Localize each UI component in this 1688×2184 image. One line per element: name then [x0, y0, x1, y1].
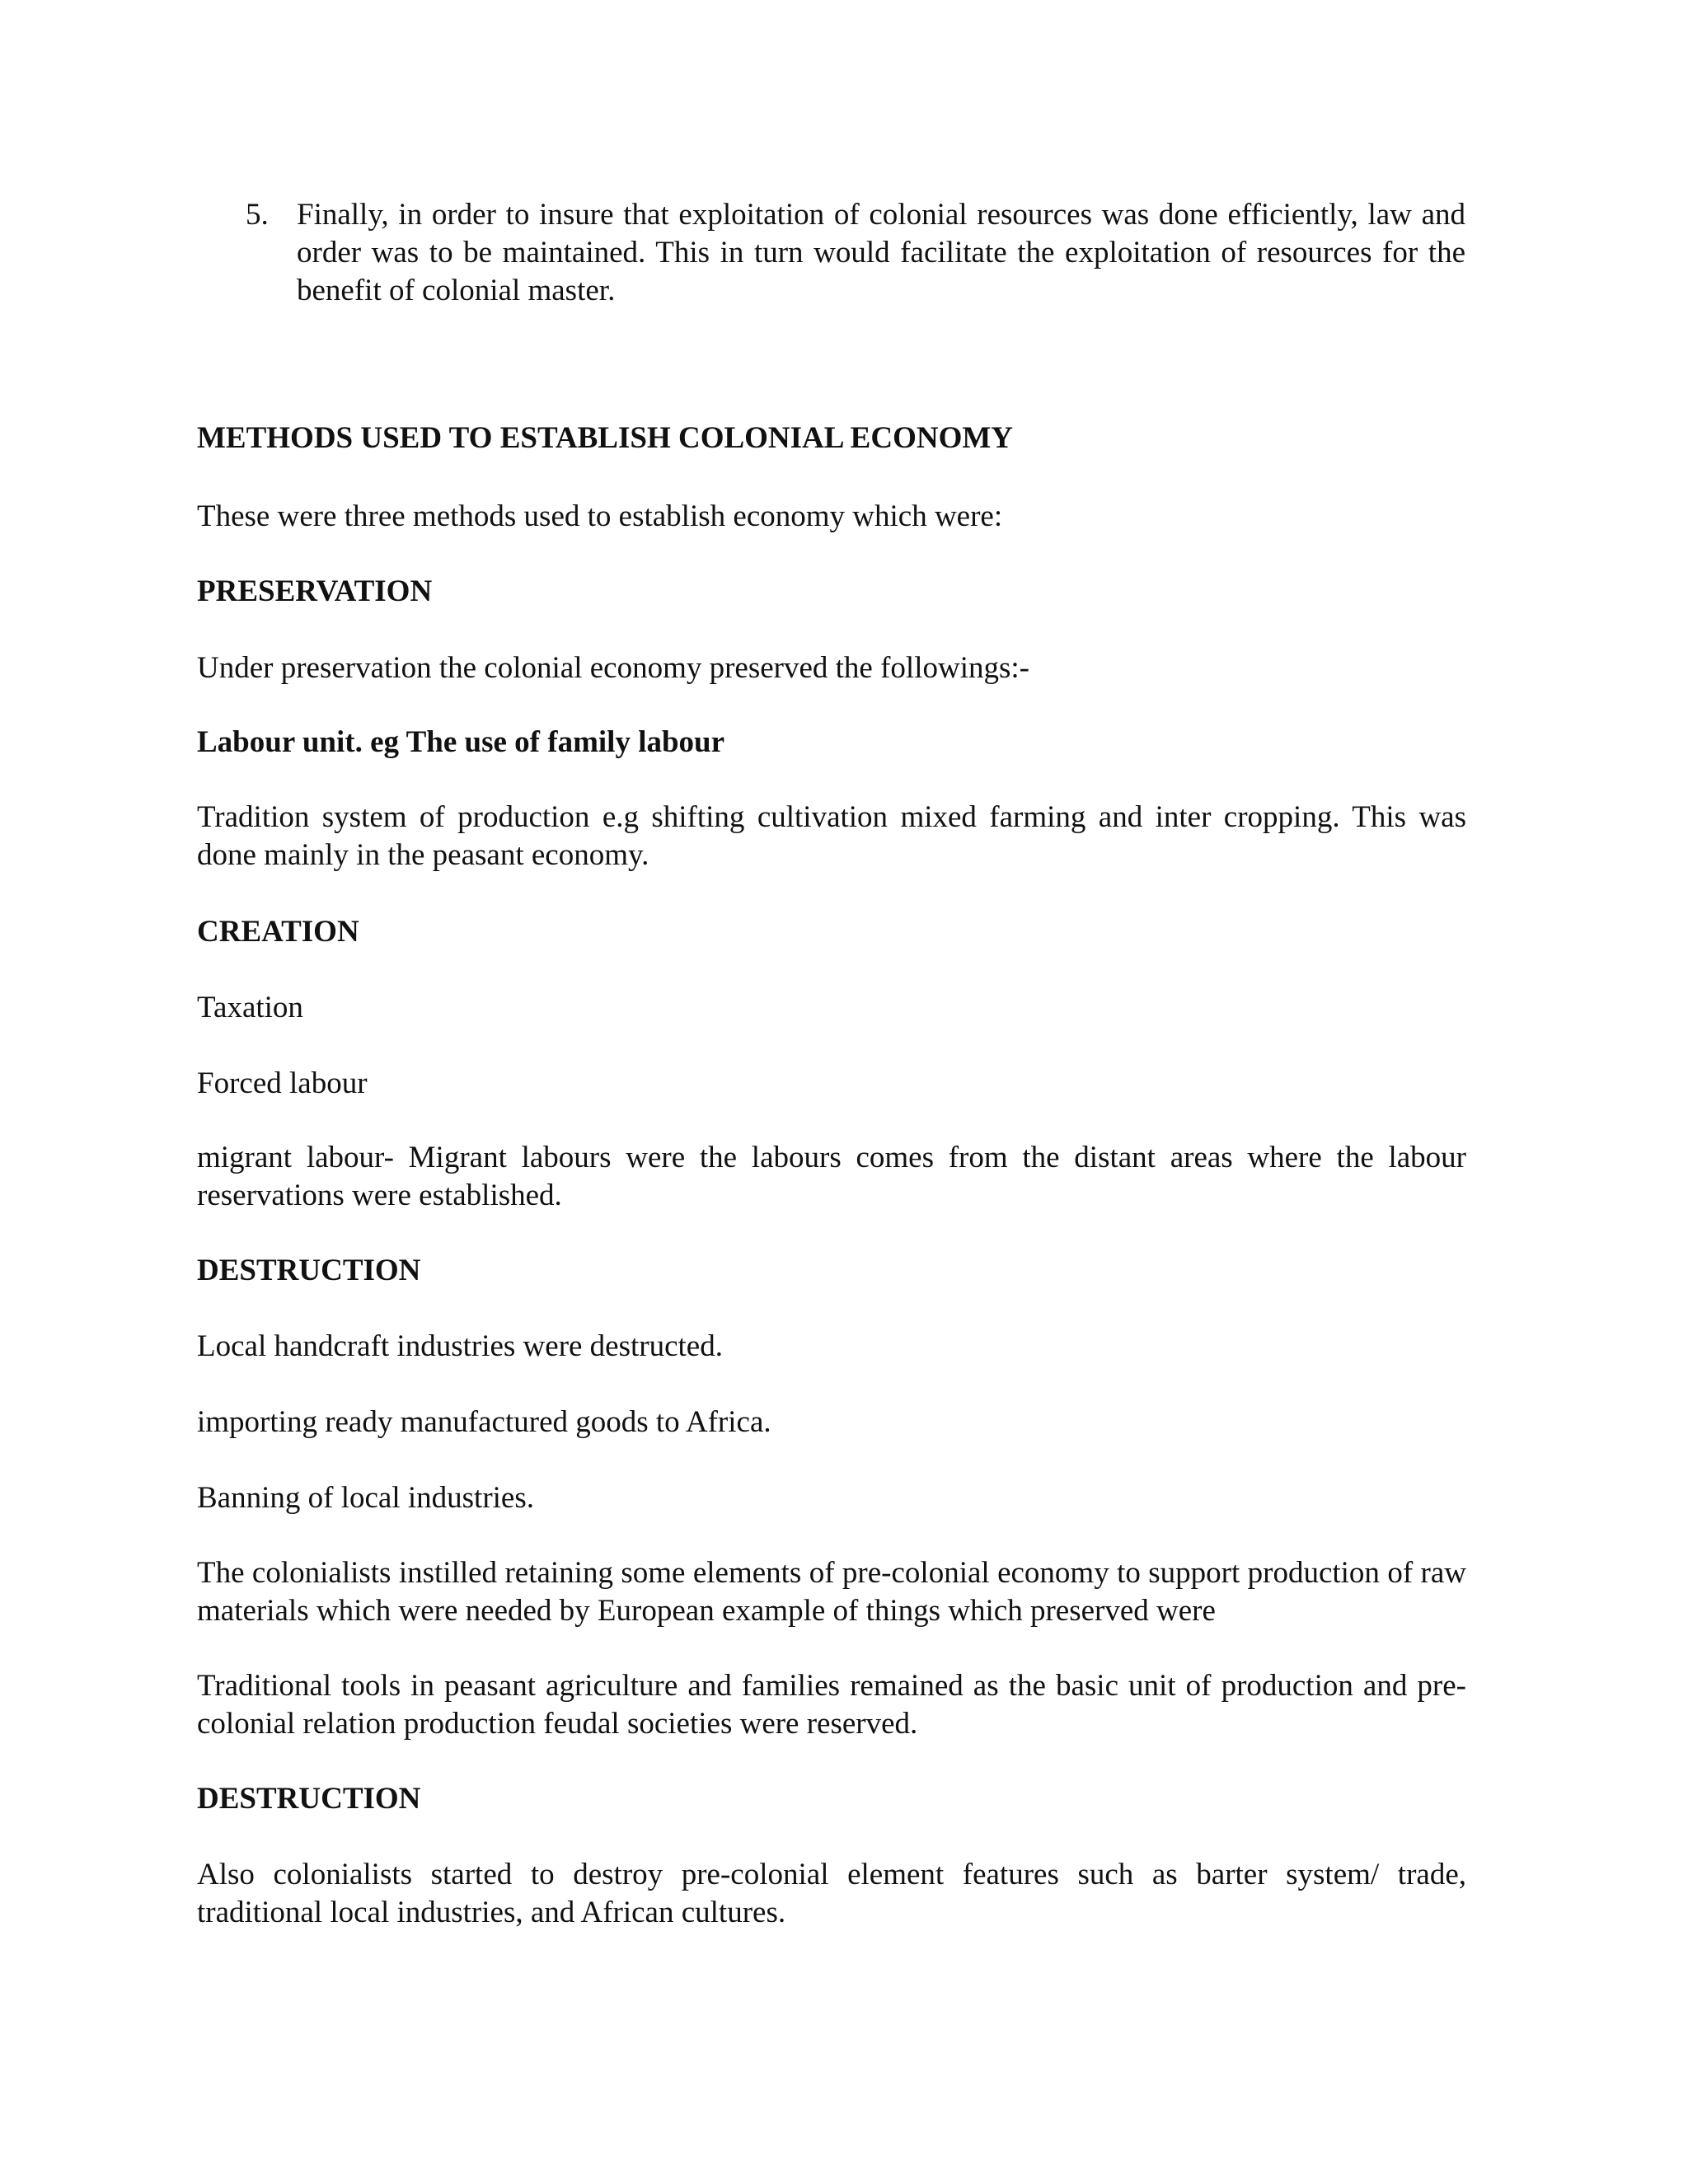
traditional-tools-paragraph: Traditional tools in peasant agriculture and families remained as the basic unit of production and pre-colonial relation production feudal societies were reserved. [197, 1669, 1466, 1741]
taxation-paragraph: Taxation [197, 991, 303, 1024]
destruction-heading-2: DESTRUCTION [197, 1782, 421, 1816]
colonialists-paragraph: The colonialists instilled retaining some elements of pre-colonial economy to support production of raw materials which were needed by European example of things which preserved were [197, 1556, 1466, 1628]
labour-unit-paragraph: Labour unit. eg The use of family labour [197, 725, 725, 759]
preservation-intro: Under preservation the colonial economy preserved the followings:- [197, 651, 1029, 685]
handcraft-paragraph: Local handcraft industries were destructed. [197, 1329, 723, 1363]
list-item-text: Finally, in order to insure that exploitation of colonial resources was done efficiently, law and order was to be maintained. This in turn would facilitate the exploitation of resources for the benefit of colonial master. [297, 198, 1465, 307]
migrant-labour-paragraph: migrant labour- Migrant labours were the labours comes from the distant areas where the labour reservations were established. [197, 1141, 1466, 1212]
section-title: METHODS USED TO ESTABLISH COLONIAL ECONOMY [197, 421, 1013, 455]
destruction-heading: DESTRUCTION [197, 1254, 421, 1287]
numbered-list-item [246, 196, 1465, 310]
preservation-heading: PRESERVATION [197, 574, 433, 608]
list-number: 5. [246, 198, 269, 232]
also-colonialists-paragraph: Also colonialists started to destroy pre-colonial element features such as barter system/ trade, traditional local industries, and African cultures. [197, 1858, 1466, 1929]
tradition-paragraph: Tradition system of production e.g shifting cultivation mixed farming and inter cropping. This was done mainly in the peasant economy. [197, 800, 1466, 872]
importing-paragraph: importing ready manufactured goods to Africa. [197, 1405, 771, 1439]
intro-paragraph: These were three methods used to establish economy which were: [197, 499, 1003, 533]
banning-paragraph: Banning of local industries. [197, 1481, 534, 1515]
forced-labour-paragraph: Forced labour [197, 1066, 368, 1100]
creation-heading: CREATION [197, 915, 359, 949]
